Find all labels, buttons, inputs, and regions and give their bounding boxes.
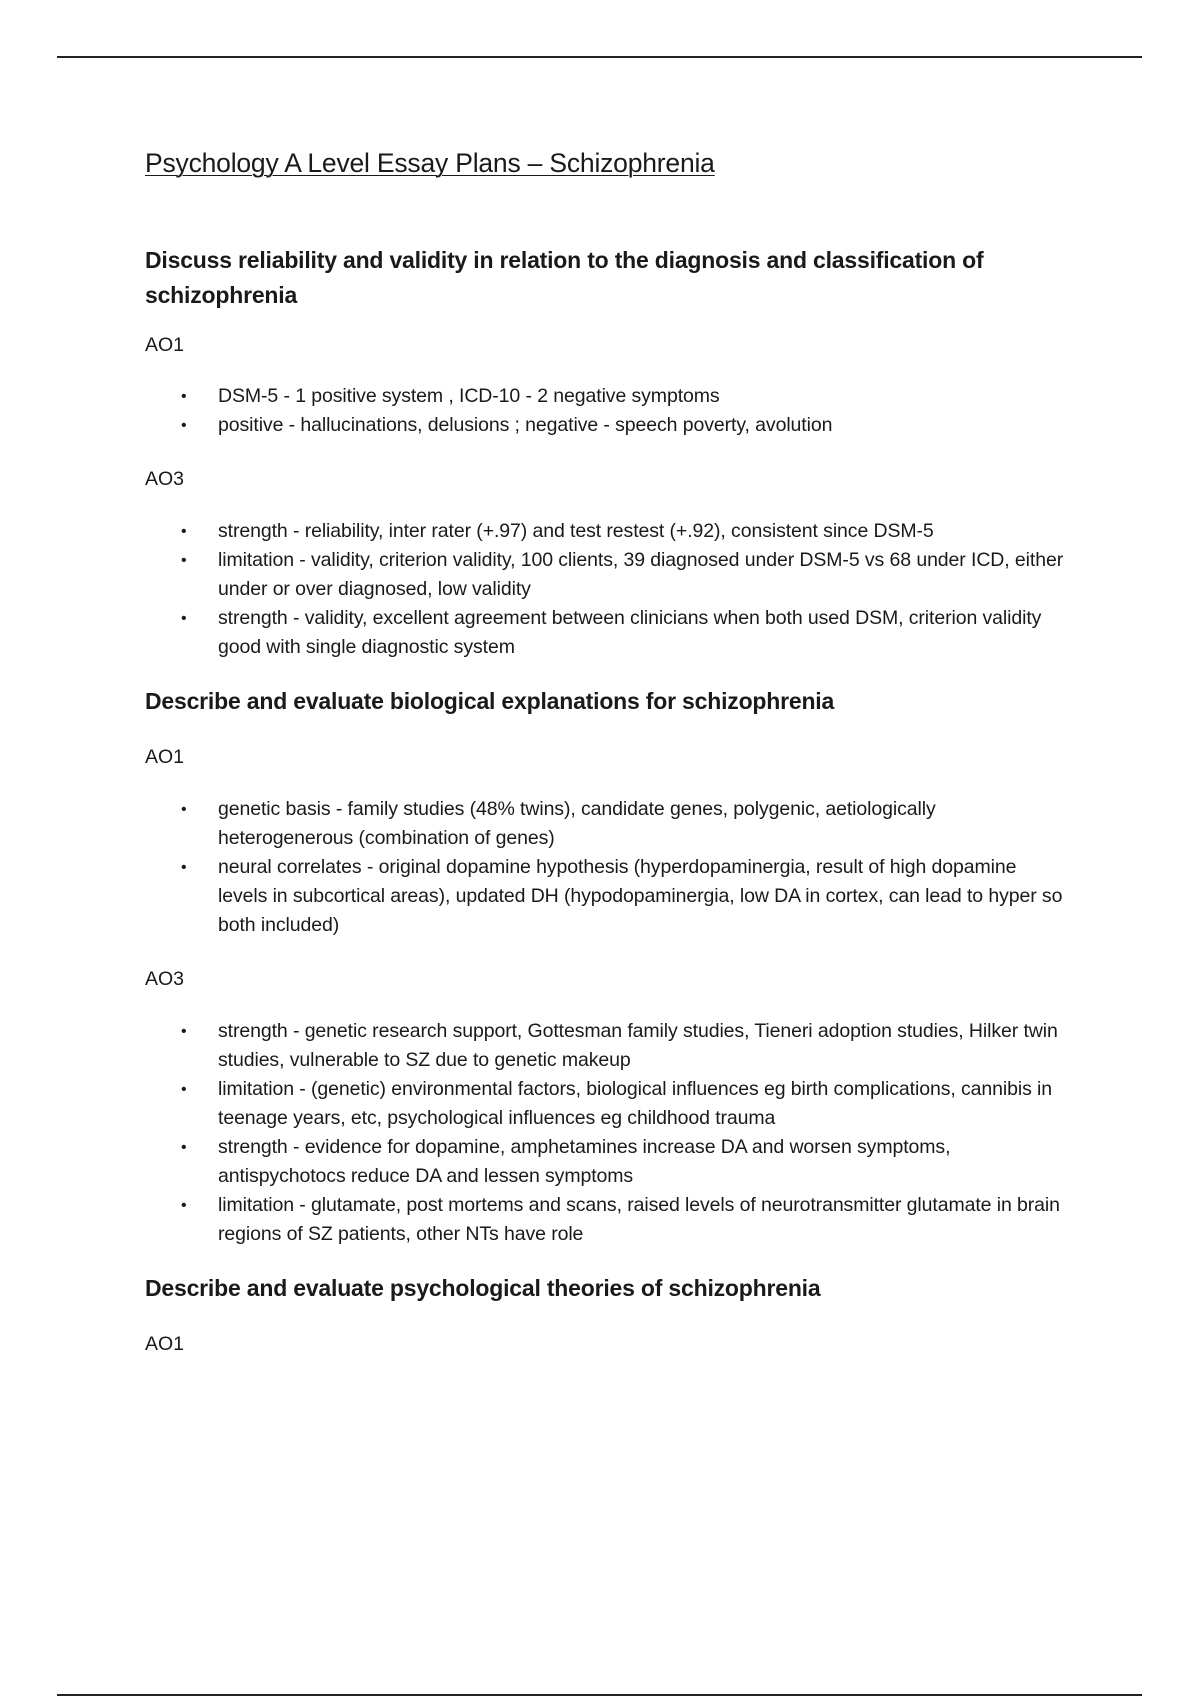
ao3-label: AO3 (145, 468, 185, 491)
list-item (145, 517, 1065, 546)
list-item (145, 546, 1065, 604)
list-item (145, 853, 1065, 940)
section-biological-explanations (145, 684, 1065, 1249)
list-item-text: genetic basis - family studies (48% twins), candidate genes, polygenic, aetiologically heterogenerous (combination of genes) (218, 798, 936, 850)
ao1-point-list (145, 795, 1065, 940)
list-item (145, 382, 1065, 411)
bullet-icon: • (181, 801, 187, 819)
bullet-icon: • (181, 1081, 187, 1099)
ao1-label: AO1 (145, 334, 185, 357)
list-item-text: neural correlates - original dopamine hypothesis (hyperdopaminergia, result of high dopamine levels in subcortical areas), updated DH (hypodopaminergia, low DA in cortex, can lead to hyper so both included) (218, 856, 1063, 937)
ao1-point-list (145, 382, 1065, 440)
list-item-text: limitation - glutamate, post mortems and scans, raised levels of neurotransmitter glutamate in brain regions of SZ patients, other NTs have role (218, 1194, 1060, 1246)
bullet-icon: • (181, 610, 187, 628)
bullet-icon: • (181, 388, 187, 406)
bullet-icon: • (181, 1139, 187, 1157)
ao1-label: AO1 (145, 746, 185, 769)
list-item (145, 1191, 1065, 1249)
list-item (145, 1017, 1065, 1075)
bullet-icon: • (181, 417, 187, 435)
bullet-icon: • (181, 523, 187, 541)
ao3-label: AO3 (145, 968, 185, 991)
ao1-label: AO1 (145, 1333, 185, 1356)
list-item (145, 604, 1065, 662)
bullet-icon: • (181, 1023, 187, 1041)
bullet-icon: • (181, 859, 187, 877)
document-body (145, 146, 1065, 1358)
ao3-point-list (145, 517, 1065, 662)
bullet-icon: • (181, 1197, 187, 1215)
bottom-rule (57, 1694, 1142, 1696)
list-item-text: strength - genetic research support, Gottesman family studies, Tieneri adoption studies, Hilker twin studies, vulnerable to SZ due to genetic makeup (218, 1020, 1058, 1072)
section-reliability-validity (145, 243, 1065, 662)
list-item-text: limitation - (genetic) environmental factors, biological influences eg birth complications, cannibis in teenage years, etc, psychological influences eg childhood trauma (218, 1078, 1053, 1130)
ao3-point-list (145, 1017, 1065, 1249)
list-item-text: strength - validity, excellent agreement between clinicians when both used DSM, criterion validity good with single diagnostic system (218, 607, 1042, 659)
list-item-text: strength - reliability, inter rater (+.97) and test restest (+.92), consistent since DSM-5 (218, 520, 934, 543)
list-item (145, 1133, 1065, 1191)
top-rule (57, 56, 1142, 58)
section-question: Discuss reliability and validity in relation to the diagnosis and classification of schizophrenia (145, 247, 984, 309)
list-item-text: strength - evidence for dopamine, amphetamines increase DA and worsen symptoms, antispychotocs reduce DA and lessen symptoms (218, 1136, 951, 1188)
list-item-text: limitation - validity, criterion validity, 100 clients, 39 diagnosed under DSM-5 vs 68 under ICD, either under or over diagnosed, low validity (218, 549, 1064, 601)
document-title: Psychology A Level Essay Plans – Schizophrenia (145, 148, 715, 178)
list-item (145, 795, 1065, 853)
list-item-text: positive - hallucinations, delusions ; negative - speech poverty, avolution (218, 414, 833, 437)
list-item (145, 1075, 1065, 1133)
list-item-text: DSM-5 - 1 positive system , ICD-10 - 2 negative symptoms (218, 385, 720, 408)
bullet-icon: • (181, 552, 187, 570)
list-item (145, 411, 1065, 440)
section-question: Describe and evaluate biological explanations for schizophrenia (145, 688, 835, 715)
section-question: Describe and evaluate psychological theories of schizophrenia (145, 1275, 821, 1302)
section-psychological-theories (145, 1271, 1065, 1358)
